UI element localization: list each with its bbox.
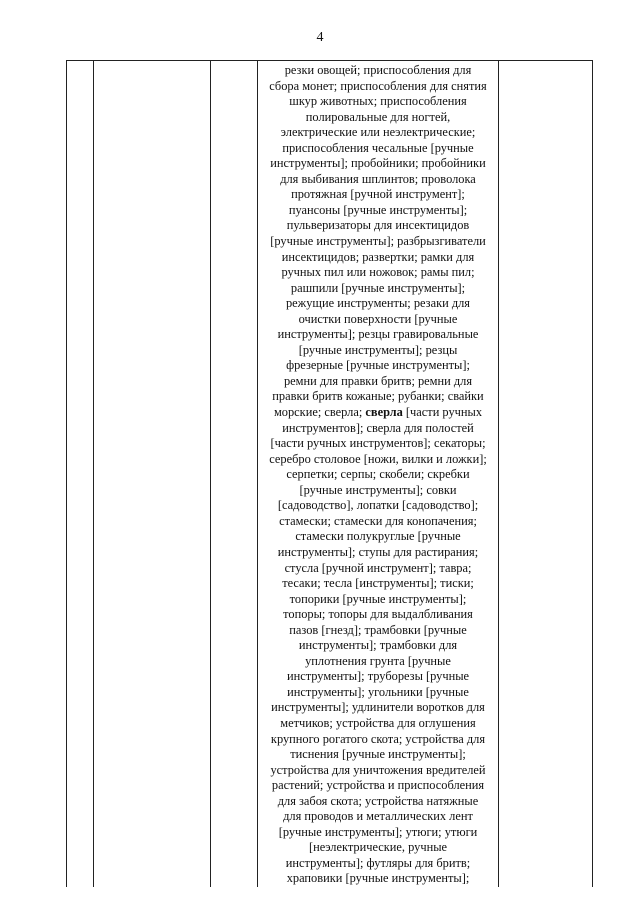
- goods-text-line: [258, 327, 498, 343]
- goods-text-line: [258, 436, 498, 452]
- goods-text-line: [258, 747, 498, 763]
- goods-text-run: [неэлектрические, ручные: [308, 840, 448, 855]
- goods-text-line: [258, 840, 498, 856]
- goods-text-run: для проводов и металлических лент: [283, 809, 473, 824]
- goods-text-run: правки бритв кожаные; рубанки; свайки: [272, 389, 484, 404]
- goods-text-run: протяжная [ручной инструмент];: [291, 187, 465, 202]
- goods-text-run: уплотнения грунта [ручные: [305, 653, 451, 668]
- goods-text-run: инсектицидов; развертки; рамки для: [281, 249, 475, 264]
- goods-text-line: [258, 607, 498, 623]
- goods-text-run: [ручные инструменты]; резцы: [298, 342, 458, 357]
- goods-text-line: [258, 358, 498, 374]
- goods-text-line: [258, 669, 498, 685]
- goods-text-run: инструменты]; футляры для бритв;: [285, 855, 471, 870]
- goods-text-line: [258, 685, 498, 701]
- goods-text-line: [258, 281, 498, 297]
- goods-text-line: [258, 871, 498, 887]
- goods-text-run: инструменты]; резцы гравировальные: [277, 327, 479, 342]
- goods-text-run: морские; сверла;: [273, 405, 366, 420]
- goods-text-line: [258, 498, 498, 514]
- goods-text-run: топорики [ручные инструменты];: [289, 591, 467, 606]
- goods-text-run: инструменты]; угольники [ручные: [287, 684, 469, 699]
- goods-text-run: режущие инструменты; резаки для: [285, 296, 471, 311]
- goods-text-run: шкур животных; приспособления: [289, 94, 467, 109]
- goods-text-run: стамески полукруглые [ручные: [295, 529, 461, 544]
- goods-text-run: храповики [ручные инструменты];: [286, 871, 470, 886]
- goods-text-line: [258, 218, 498, 234]
- goods-text-run: инструменты]; ступы для растирания;: [277, 544, 479, 559]
- goods-text-run: ремни для правки бритв; ремни для: [283, 373, 473, 388]
- goods-text-run: серебро столовое [ножи, вилки и ложки];: [269, 451, 487, 466]
- goods-text-emphasis: сверла: [365, 405, 403, 420]
- goods-text-line: [258, 809, 498, 825]
- goods-text-line: [258, 141, 498, 157]
- goods-text-line: [258, 654, 498, 670]
- goods-text-run: стусла [ручной инструмент]; тавра;: [284, 560, 472, 575]
- goods-text-run: инструменты]; удлинители воротков для: [271, 700, 485, 715]
- goods-text-line: [258, 405, 498, 421]
- goods-text-run: резки овощей; приспособления для: [284, 63, 472, 77]
- goods-text-line: [258, 156, 498, 172]
- goods-text-run: пульверизаторы для инсектицидов: [286, 218, 470, 233]
- goods-text-run: [части ручных: [402, 405, 483, 420]
- goods-text-line: [258, 187, 498, 203]
- goods-text-run: пазов [гнезд]; трамбовки [ручные: [289, 622, 467, 637]
- goods-text-run: топоры; топоры для выдалбливания: [283, 607, 473, 622]
- page-number: 4: [316, 30, 324, 45]
- goods-text-run: инструменты]; пробойники; пробойники: [270, 156, 486, 171]
- goods-text-line: [258, 576, 498, 592]
- goods-text-run: инструменты]; труборезы [ручные: [286, 669, 470, 684]
- goods-text-line: [258, 94, 498, 110]
- goods-text-line: [258, 623, 498, 639]
- table-cell-notes: [499, 61, 593, 887]
- goods-text-run: [части ручных инструментов]; секаторы;: [270, 436, 486, 451]
- goods-text-run: крупного рогатого скота; устройства для: [270, 731, 486, 746]
- goods-text-line: [258, 638, 498, 654]
- goods-text-run: инструменты]; трамбовки для: [298, 638, 458, 653]
- goods-text-line: [258, 514, 498, 530]
- table-cell-goods-list: [258, 61, 499, 887]
- goods-text-run: для забоя скота; устройства натяжные: [277, 793, 479, 808]
- goods-text-line: [258, 716, 498, 732]
- goods-text-run: тиснения [ручные инструменты];: [290, 747, 466, 762]
- goods-text-run: растений; устройства и приспособления: [271, 778, 485, 793]
- goods-text-line: [258, 529, 498, 545]
- goods-text-line: [258, 545, 498, 561]
- goods-text-run: рашпили [ручные инструменты];: [290, 280, 466, 295]
- goods-text-run: полировальные для ногтей,: [305, 109, 451, 124]
- goods-text-line: [258, 825, 498, 841]
- goods-text-line: [258, 592, 498, 608]
- goods-text-line: [258, 312, 498, 328]
- goods-text-run: очистки поверхности [ручные: [298, 311, 458, 326]
- goods-text-run: [садоводство], лопатки [садоводство];: [277, 498, 479, 513]
- goods-text-line: [258, 296, 498, 312]
- goods-text-line: [258, 700, 498, 716]
- goods-text-line: [258, 63, 498, 79]
- goods-text-line: [258, 763, 498, 779]
- goods-text-run: инструментов]; сверла для полостей: [282, 420, 474, 435]
- goods-text-line: [258, 79, 498, 95]
- goods-text-line: [258, 125, 498, 141]
- goods-text-line: [258, 421, 498, 437]
- goods-text-line: [258, 265, 498, 281]
- goods-text-line: [258, 374, 498, 390]
- goods-text-run: фрезерные [ручные инструменты];: [286, 358, 470, 373]
- goods-text-run: пуансоны [ручные инструменты];: [288, 202, 468, 217]
- table-cell-number: [67, 61, 94, 887]
- table-row: [67, 61, 593, 887]
- goods-text-run: устройства для уничтожения вредителей: [270, 762, 486, 777]
- goods-text-run: стамески; стамески для конопачения;: [279, 513, 477, 528]
- goods-text-line: [258, 343, 498, 359]
- goods-text-run: сбора монет; приспособления для снятия: [269, 78, 487, 93]
- goods-text-line: [258, 794, 498, 810]
- table-cell-name: [94, 61, 211, 887]
- goods-text-run: метчиков; устройства для оглушения: [280, 715, 476, 730]
- goods-text-line: [258, 203, 498, 219]
- goods-text-run: приспособления чесальные [ручные: [282, 140, 474, 155]
- goods-text-run: [ручные инструменты]; разбрызгиватели: [270, 234, 486, 249]
- goods-text-run: серпетки; серпы; скобели; скребки: [286, 467, 470, 482]
- goods-text-line: [258, 778, 498, 794]
- goods-text-line: [258, 172, 498, 188]
- goods-text-line: [258, 856, 498, 872]
- goods-text-run: тесаки; тесла [инструменты]; тиски;: [282, 576, 474, 591]
- goods-text-line: [258, 452, 498, 468]
- goods-text-line: [258, 250, 498, 266]
- goods-text-run: [ручные инструменты]; совки: [299, 482, 457, 497]
- goods-text-line: [258, 732, 498, 748]
- goods-text-line: [258, 483, 498, 499]
- goods-text-line: [258, 110, 498, 126]
- goods-text-line: [258, 561, 498, 577]
- table-cell-class: [211, 61, 258, 887]
- goods-text-run: ручных пил или ножовок; рамы пил;: [281, 265, 475, 280]
- goods-text-run: электрические или неэлектрические;: [280, 125, 476, 140]
- goods-text-run: для выбивания шплинтов; проволока: [280, 171, 476, 186]
- goods-text-run: [ручные инструменты]; утюги; утюги: [278, 824, 478, 839]
- goods-table: [66, 60, 593, 887]
- goods-text-line: [258, 234, 498, 250]
- goods-text-line: [258, 389, 498, 405]
- goods-text-line: [258, 467, 498, 483]
